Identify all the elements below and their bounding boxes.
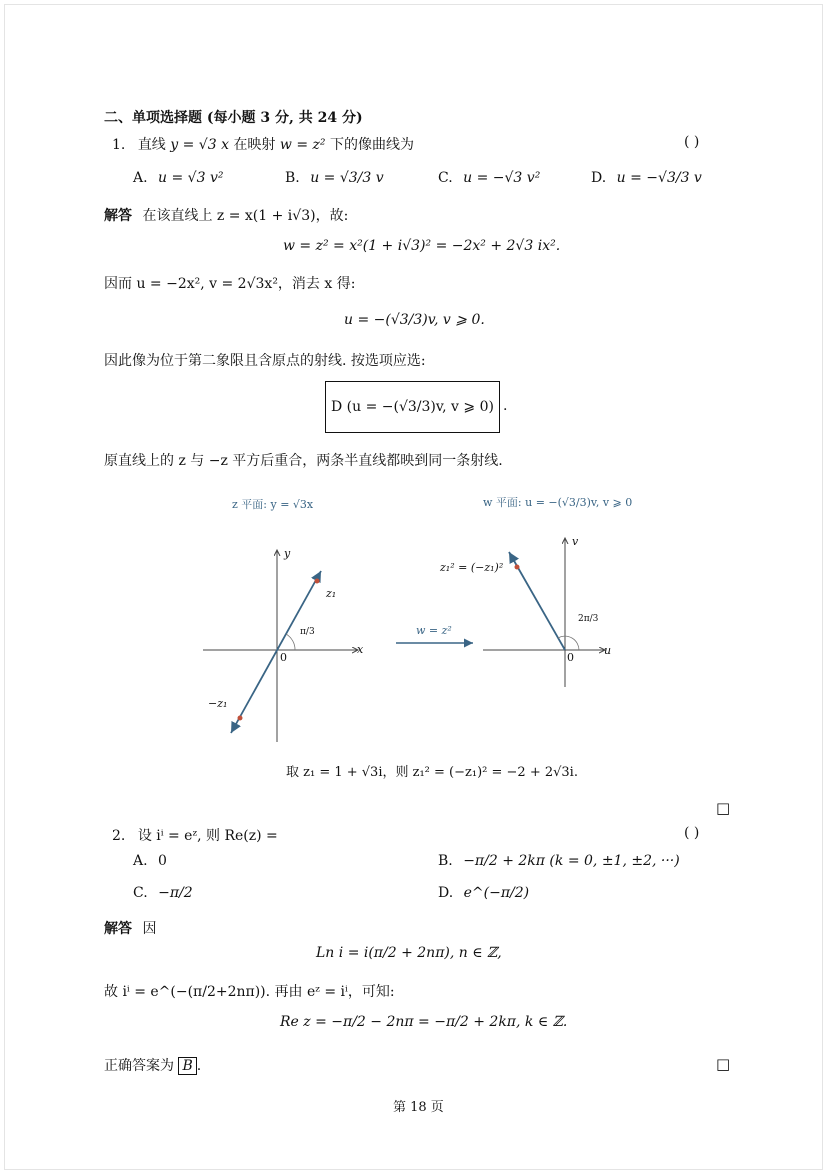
q1-answer-box: [325, 381, 500, 433]
q1-option-b-label: B.: [285, 170, 300, 186]
figure-caption: 取 z₁ = 1 + √3i，则 z₁² = (−z₁)² = −2 + 2√3i.: [286, 765, 578, 780]
mapping-figure: [195, 530, 615, 745]
left-line: [231, 571, 321, 733]
q2-option-d-text: e^(−π/2): [463, 885, 530, 901]
q2-option-c-text: −π/2: [158, 885, 193, 901]
left-origin-label: 0: [280, 651, 287, 664]
left-angle-label: π/3: [300, 627, 315, 637]
q1-solution-text1: 在该直线上 z = x(1 + i√3)，故:: [142, 208, 349, 224]
right-angle-label: 2π/3: [578, 614, 599, 624]
q1-option-b: [285, 170, 384, 186]
q1-qed: □: [716, 799, 731, 817]
q1-stem-mid: 在映射: [233, 137, 276, 153]
q2-solution-line2: 故 iⁱ = e^(−(π/2+2nπ)). 再由 eᶻ = iⁱ，可知:: [104, 984, 395, 1000]
q1-option-c-label: C.: [438, 170, 453, 186]
q2-solution-line1: [104, 918, 156, 938]
right-point: [515, 565, 520, 570]
q2-eq2: Re z = −π/2 − 2nπ = −π/2 + 2kπ, k ∈ ℤ.: [280, 1014, 568, 1030]
q2-solution-text1: 因: [142, 921, 157, 937]
q2-stem: [112, 825, 278, 845]
q1-number: 1.: [112, 137, 126, 153]
figure-right-title: w 平面: u = −(√3/3)v, v ⩾ 0: [483, 496, 633, 509]
q2-solution-label: 解答: [104, 921, 132, 937]
q2-option-c: [133, 885, 193, 901]
left-neg-z1-label: −z₁: [208, 697, 228, 710]
q1-stem-map: w = z²: [279, 137, 326, 153]
q1-option-b-text: u = √3/3 v: [310, 170, 384, 186]
q1-stem: [112, 134, 414, 154]
q2-option-a-label: A.: [133, 853, 148, 869]
left-angle-arc: [286, 634, 295, 650]
q1-eq2: u = −(√3/3)v, v ⩾ 0.: [344, 312, 485, 328]
q1-solution-line3: 因此像为位于第二象限且含原点的射线. 按选项应选:: [104, 353, 426, 369]
figure-left-title: z 平面: y = √3x: [232, 498, 314, 511]
q2-stem-text: 设 iⁱ = eᶻ, 则 Re(z) =: [137, 828, 278, 844]
q2-option-b-label: B.: [438, 853, 453, 869]
q1-solution-label: 解答: [104, 208, 132, 224]
q2-answer-paren: ( ): [684, 825, 700, 841]
right-u-label: u: [604, 644, 612, 657]
q1-stem-pre: 直线: [137, 137, 166, 153]
right-point-label: z₁² = (−z₁)²: [440, 561, 504, 574]
left-neg-z1-point: [238, 716, 243, 721]
q1-solution-line2: 因而 u = −2x², v = 2√3x²，消去 x 得:: [104, 276, 356, 292]
q1-option-a: [133, 170, 223, 186]
q1-option-d: [591, 170, 702, 186]
section-heading: 二、单项选择题 (每小题 3 分, 共 24 分): [104, 110, 363, 126]
q2-solution-line3: 正确答案为 B .: [104, 1058, 202, 1074]
q2-number: 2.: [112, 828, 126, 844]
right-v-label: v: [572, 535, 579, 548]
left-z1-label: z₁: [326, 587, 337, 600]
q1-eq1: w = z² = x²(1 + i√3)² = −2x² + 2√3 ix².: [283, 238, 561, 254]
q2-option-b: [438, 853, 680, 869]
q2-option-d-label: D.: [438, 885, 454, 901]
q2-solution-text3: 正确答案为: [104, 1058, 174, 1074]
q2-eq1: Ln i = i(π/2 + 2nπ), n ∈ ℤ,: [316, 945, 502, 961]
q2-option-b-text: −π/2 + 2kπ (k = 0, ±1, ±2, ···): [463, 853, 680, 869]
q1-solution-line4: 原直线上的 z 与 −z 平方后重合，两条半直线都映到同一条射线.: [104, 453, 503, 469]
q1-option-c-text: u = −√3 v²: [463, 170, 541, 186]
left-x-label: x: [357, 643, 364, 656]
q2-option-a: [133, 853, 167, 869]
q2-qed: □: [716, 1055, 731, 1073]
q1-solution-line1: [104, 205, 348, 225]
left-z1-point: [315, 579, 320, 584]
q1-option-d-text: u = −√3/3 v: [616, 170, 702, 186]
q2-answer-box: B: [178, 1057, 196, 1075]
q1-option-d-label: D.: [591, 170, 607, 186]
q1-option-a-text: u = √3 v²: [158, 170, 224, 186]
q1-stem-post: 下的像曲线为: [329, 137, 414, 153]
q1-option-a-label: A.: [133, 170, 148, 186]
map-label: w = z²: [416, 624, 452, 637]
q2-option-a-text: 0: [158, 853, 167, 869]
q1-stem-line: y = √3 x: [170, 137, 229, 153]
q1-answer-paren: ( ): [684, 134, 700, 150]
right-origin-label: 0: [567, 651, 574, 664]
page-number: 第 18 页: [393, 1100, 444, 1115]
q1-answer-box-text: D (u = −(√3/3)v, v ⩾ 0): [331, 399, 494, 415]
left-y-label: y: [284, 547, 291, 560]
q2-option-d: [438, 885, 529, 901]
q2-option-c-label: C.: [133, 885, 148, 901]
q1-option-c: [438, 170, 540, 186]
